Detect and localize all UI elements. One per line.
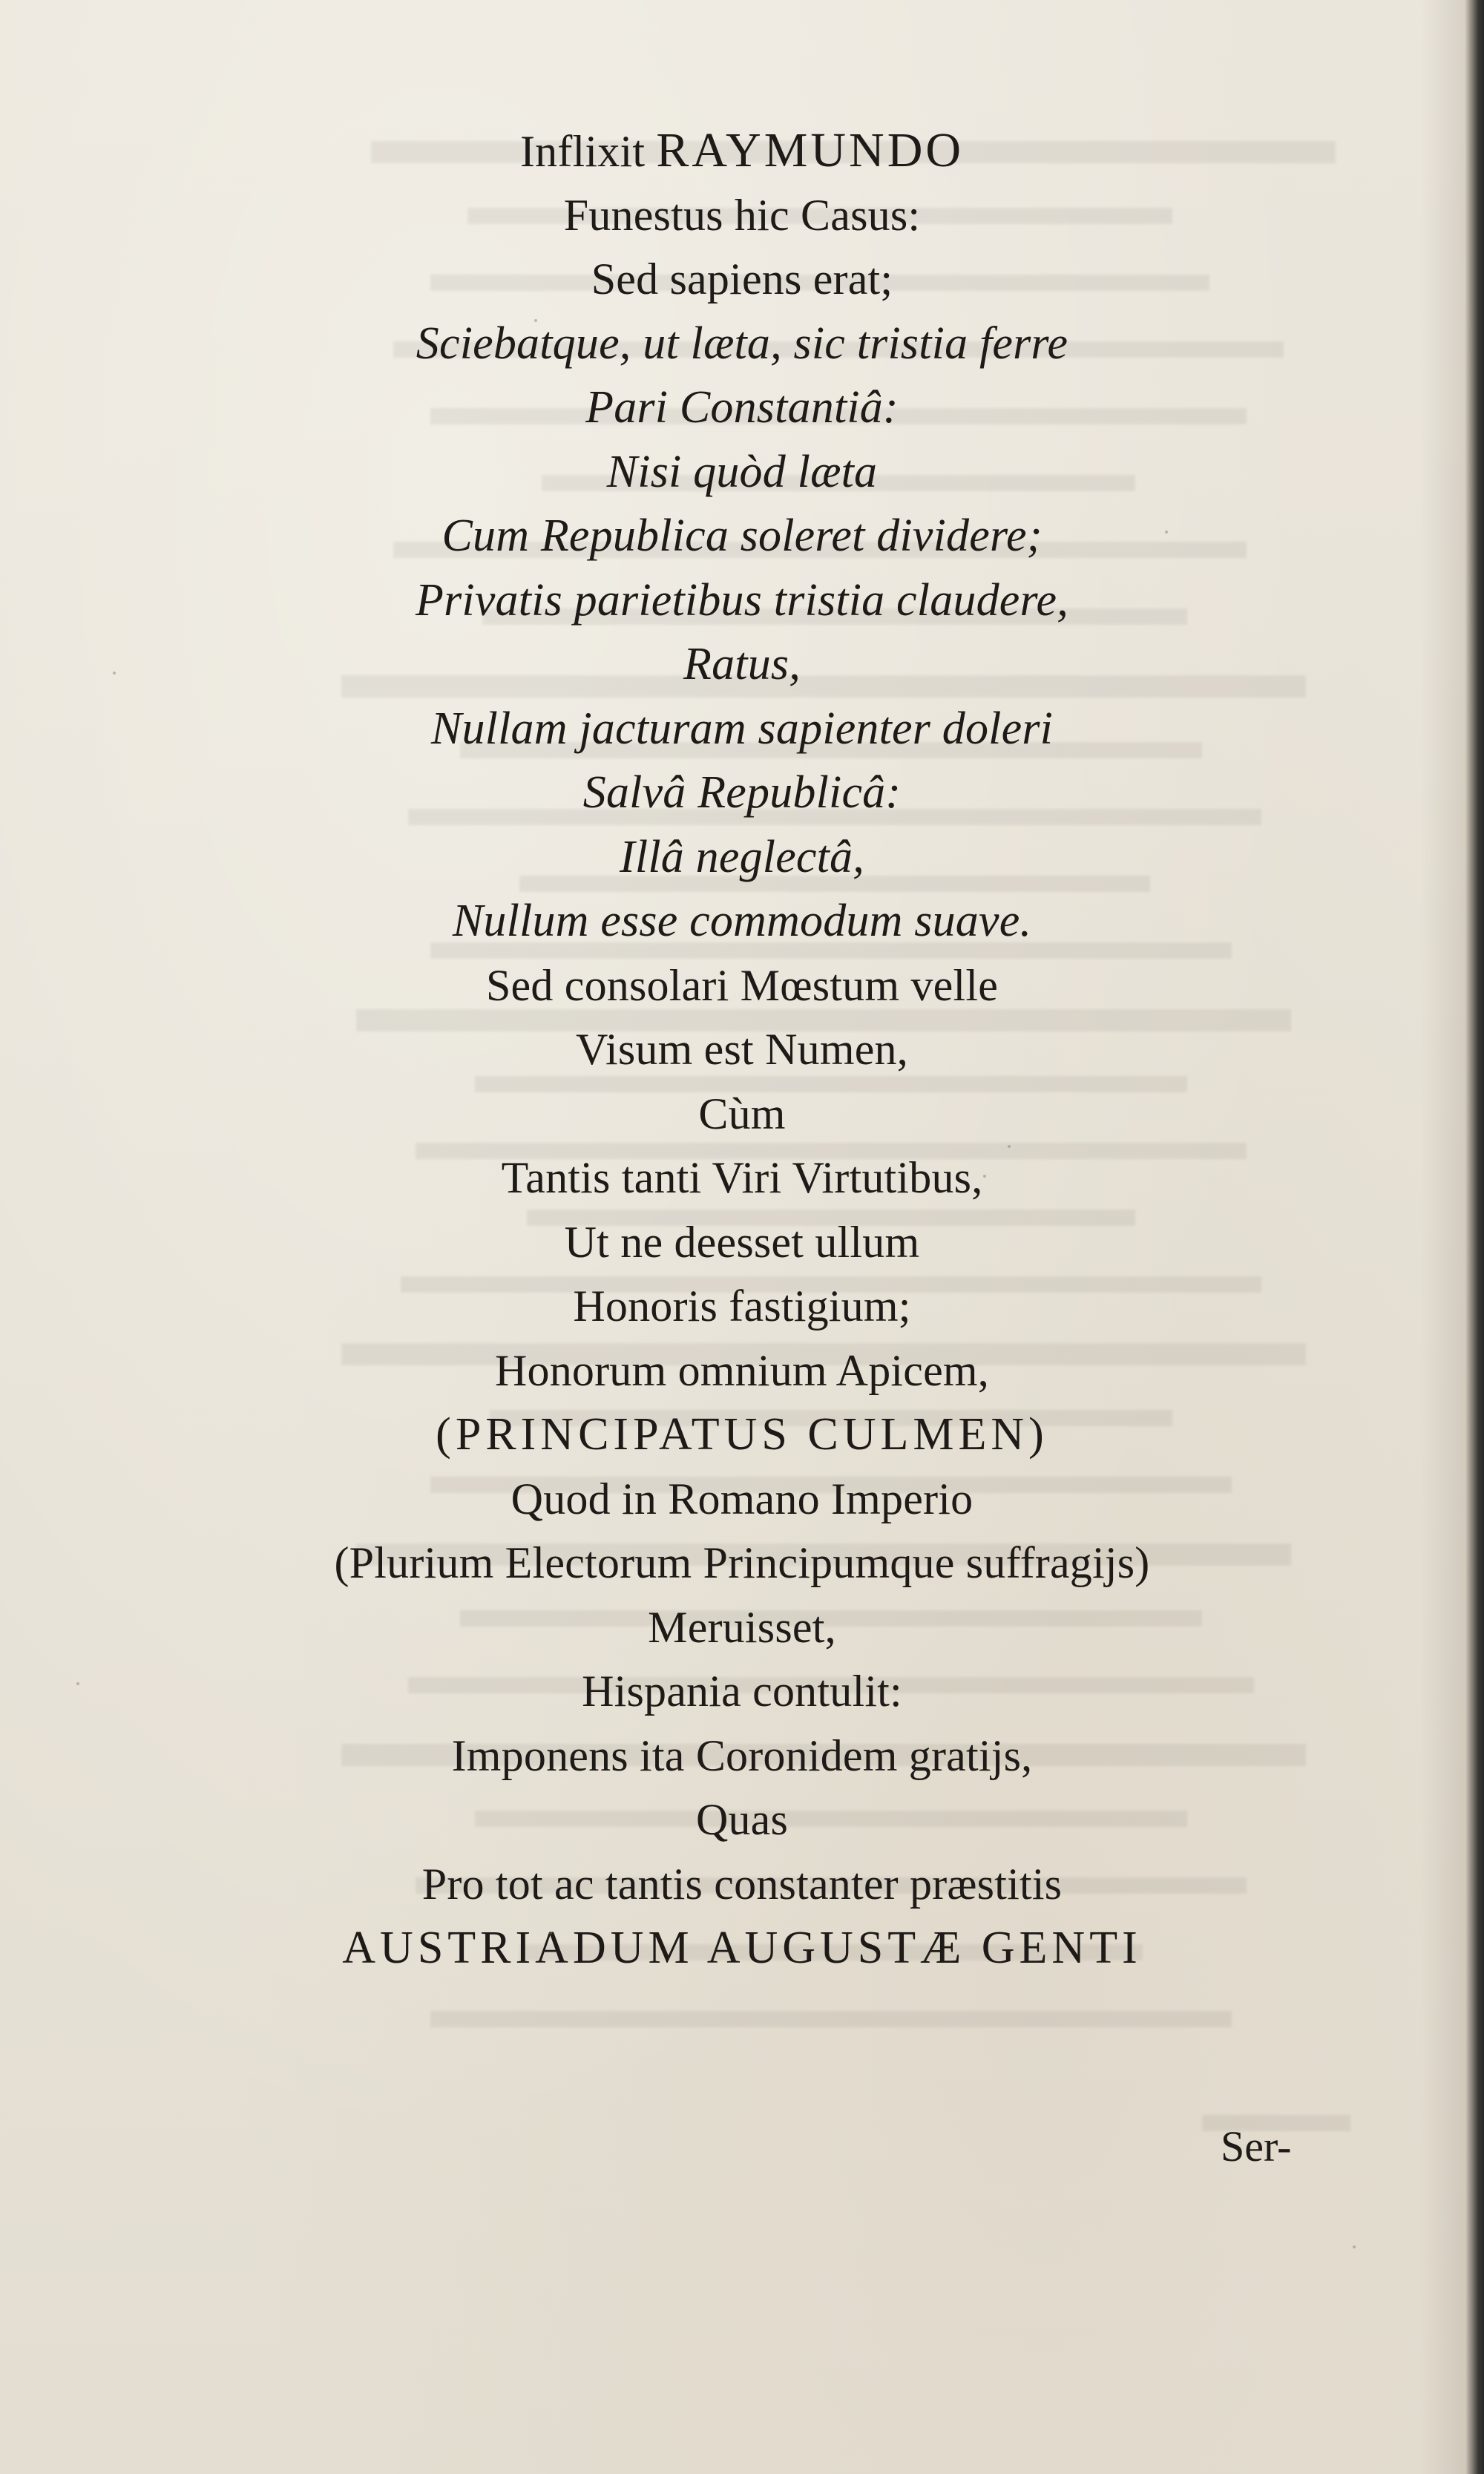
line-19: Honoris fastigium; (573, 1282, 911, 1330)
line-01 (119, 119, 1365, 183)
paper-speck (1353, 2245, 1356, 2248)
line-01-prefix: Inflixit (519, 127, 646, 176)
catchword: Ser- (1221, 2122, 1292, 2171)
line-06: Nisi quòd læta (606, 446, 878, 497)
gutter-shadow (1420, 0, 1465, 2474)
line-27: Quas (695, 1795, 789, 1844)
paper-speck (113, 672, 116, 675)
paper-speck (983, 1175, 986, 1178)
paper-speck (534, 319, 537, 322)
line-21: (PRINCIPATUS CULMEN) (436, 1409, 1048, 1460)
line-02: Funestus hic Casus: (563, 190, 921, 240)
line-25: Hispania contulit: (582, 1667, 902, 1716)
line-13: Nullum esse commodum suave. (452, 896, 1032, 946)
line-15: Visum est Numen, (576, 1025, 908, 1074)
paper-speck (1008, 1145, 1011, 1148)
line-17: Tantis tanti Viri Virtutibus, (501, 1153, 983, 1202)
line-14: Sed consolari Mœstum velle (485, 960, 999, 1010)
line-09: Ratus, (683, 639, 801, 689)
line-26: Imponens ita Coronidem gratijs, (451, 1730, 1033, 1780)
paper-speck (1165, 531, 1168, 534)
line-20: Honorum omnium Apicem, (494, 1345, 989, 1395)
paper-speck (549, 1932, 552, 1935)
line-04: Sciebatque, ut læta, sic tristia ferre (416, 318, 1068, 369)
line-18: Ut ne deesset ullum (564, 1217, 920, 1267)
line-03: Sed sapiens erat; (591, 255, 893, 303)
line-10: Nullam jacturam sapienter doleri (430, 703, 1054, 754)
line-28: Pro tot ac tantis constanter præstitis (421, 1859, 1063, 1909)
line-16: Cùm (698, 1089, 786, 1138)
line-11: Salvâ Republicâ: (582, 767, 902, 818)
paper-speck (76, 1682, 79, 1685)
line-12: Illâ neglectâ, (620, 831, 864, 882)
poem-text-block (119, 119, 1365, 1981)
book-spine-edge (1465, 0, 1484, 2474)
line-01-name: RAYMUNDO (656, 123, 965, 177)
line-08: Privatis parietibus tristia claudere, (416, 574, 1068, 626)
line-29: AUSTRIADUM AUGUSTÆ GENTI (342, 1923, 1142, 1973)
line-24: Meruisset, (648, 1602, 836, 1652)
line-05: Pari Constantiâ: (585, 382, 899, 433)
line-07: Cum Republica soleret dividere; (441, 511, 1043, 561)
line-22: Quod in Romano Imperio (510, 1474, 974, 1523)
line-23: (Plurium Electorum Principumque suffragijs) (334, 1538, 1150, 1587)
